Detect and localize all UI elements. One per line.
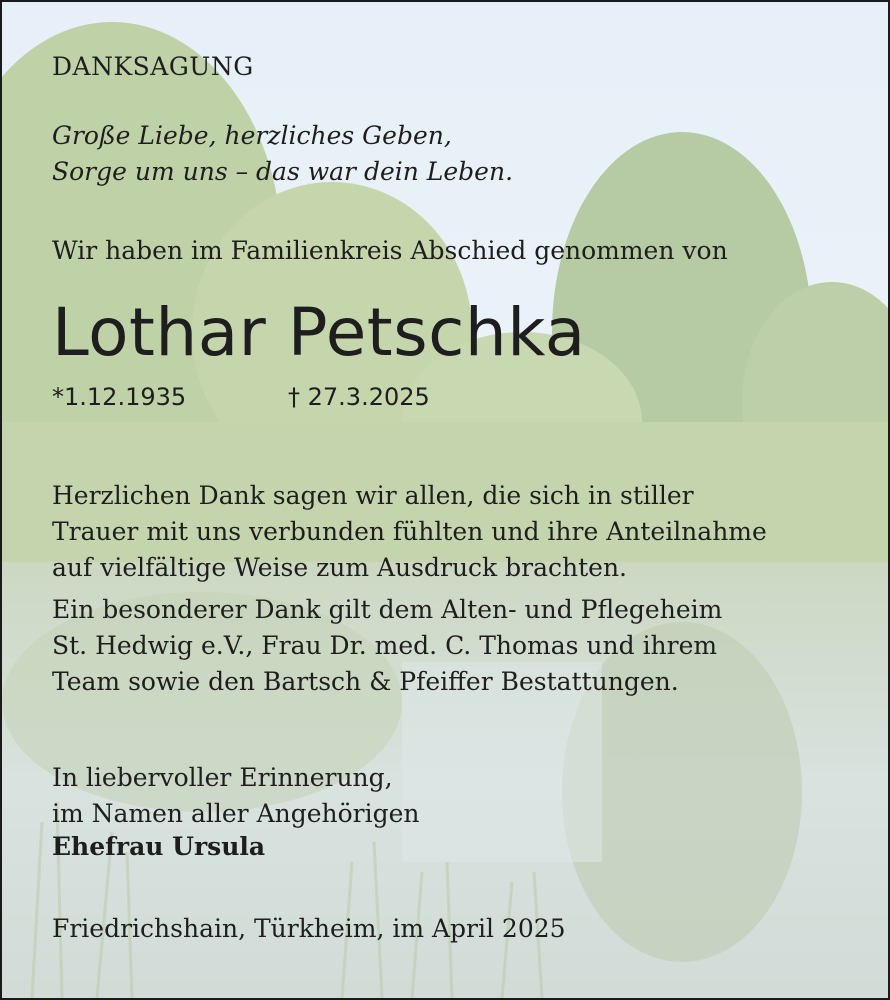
motto-line: Sorge um uns – das war dein Leben.	[52, 157, 514, 186]
birth-date: *1.12.1935	[52, 383, 187, 411]
closing-line: In liebervoller Erinnerung,	[52, 763, 393, 792]
notice-text	[2, 2, 888, 998]
thanks-paragraph	[52, 478, 767, 586]
death-date: † 27.3.2025	[288, 383, 430, 411]
deceased-name: Lothar Petschka	[52, 294, 586, 371]
signer-name: Ehefrau Ursula	[52, 832, 266, 861]
notice-heading: DANKSAGUNG	[52, 52, 254, 81]
paragraph-line: auf vielfältige Weise zum Ausdruck brachten.	[52, 553, 627, 582]
life-dates	[52, 383, 430, 411]
paragraph-line: St. Hedwig e.V., Frau Dr. med. C. Thomas und ihrem	[52, 631, 718, 660]
motto	[52, 118, 513, 190]
closing-text	[52, 760, 420, 832]
paragraph-line: Team sowie den Bartsch & Pfeiffer Bestattungen.	[52, 667, 679, 696]
paragraph-line: Herzlichen Dank sagen wir allen, die sich in stiller	[52, 481, 694, 510]
intro-text: Wir haben im Familienkreis Abschied genommen von	[52, 236, 728, 265]
closing-line: im Namen aller Angehörigen	[52, 799, 420, 828]
special-thanks-paragraph	[52, 592, 722, 700]
motto-line: Große Liebe, herzliches Geben,	[52, 121, 452, 150]
paragraph-line: Ein besonderer Dank gilt dem Alten- und Pflegeheim	[52, 595, 723, 624]
paragraph-line: Trauer mit uns verbunden fühlten und ihre Anteilnahme	[52, 517, 767, 546]
place-and-date: Friedrichshain, Türkheim, im April 2025	[52, 914, 566, 943]
